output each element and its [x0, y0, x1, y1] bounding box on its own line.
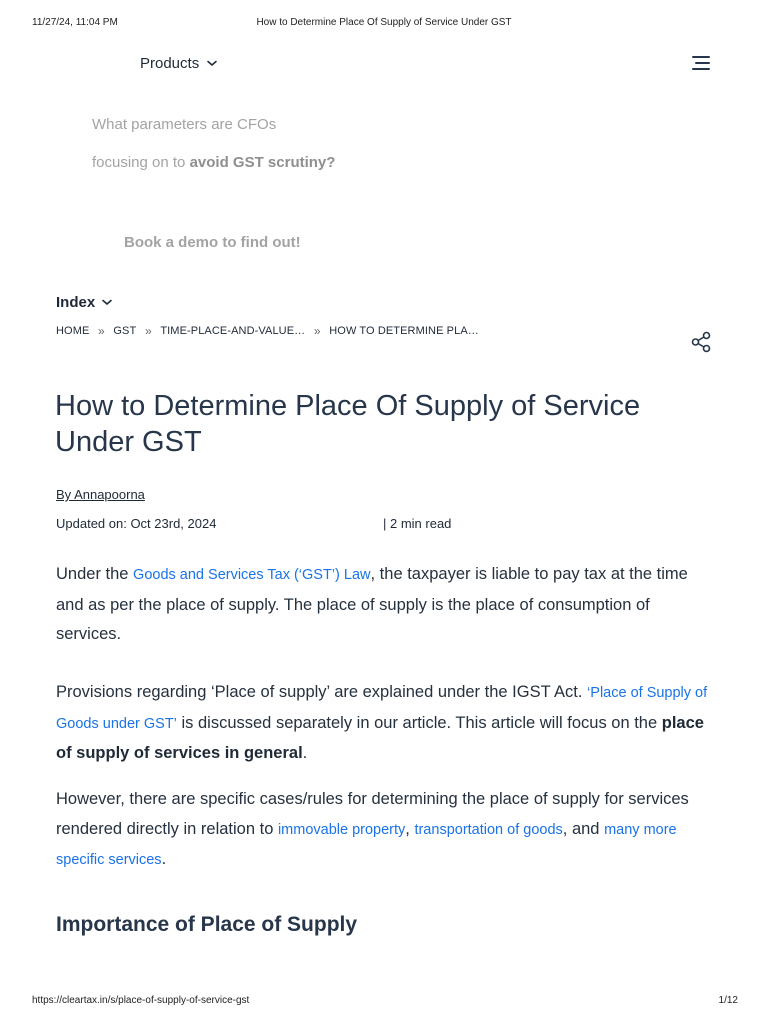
- chevron-down-icon: [206, 57, 218, 69]
- book-demo-link[interactable]: Book a demo to find out!: [124, 234, 301, 251]
- p2-text-3: .: [302, 744, 308, 762]
- p2-text-1: Provisions regarding ‘Place of supply’ are explained under the IGST Act.: [56, 683, 588, 701]
- breadcrumb-gst[interactable]: GST: [113, 325, 137, 337]
- gst-law-link[interactable]: Goods and Services Tax (‘GST’) Law: [133, 567, 371, 583]
- p1-text-1: Under the: [56, 565, 134, 583]
- paragraph-1: [56, 560, 716, 650]
- author-link[interactable]: By Annapoorna: [56, 487, 145, 502]
- transportation-of-goods-link[interactable]: transportation of goods: [414, 821, 563, 838]
- promo-line-2: [92, 154, 335, 171]
- print-header: [0, 17, 768, 31]
- double-chevron-right-icon: »: [98, 324, 105, 338]
- breadcrumb: [56, 324, 479, 338]
- promo-line-2-bold: avoid GST scrutiny?: [189, 154, 336, 171]
- breadcrumb-current: HOW TO DETERMINE PLA…: [329, 325, 479, 337]
- page-title: How to Determine Place Of Supply of Service Under GST: [55, 390, 641, 458]
- paragraph-2: [56, 678, 716, 769]
- immovable-property-link[interactable]: immovable property: [277, 821, 406, 838]
- p3-text-3: , and: [562, 819, 605, 838]
- p2-text-2: is discussed separately in our article. This article will focus on the: [176, 713, 662, 732]
- breadcrumb-time-place-value[interactable]: TIME-PLACE-AND-VALUE…: [160, 325, 306, 337]
- breadcrumb-home[interactable]: HOME: [56, 325, 90, 337]
- share-icon[interactable]: [691, 331, 712, 353]
- p3-text-1: However, there are specific cases/rules for determining the place of supply for services rendered directly in relation to: [56, 790, 689, 838]
- hamburger-menu-icon[interactable]: [691, 55, 711, 71]
- promo-line-2-prefix: focusing on to: [92, 154, 190, 171]
- double-chevron-right-icon: »: [144, 324, 152, 338]
- paragraph-3: [56, 785, 716, 876]
- print-doc-title: How to Determine Place Of Supply of Service Under GST: [256, 17, 512, 28]
- promo-line-1: What parameters are CFOs: [92, 116, 277, 133]
- print-datetime: 11/27/24, 11:04 PM: [32, 17, 118, 28]
- p1-text-2: , the taxpayer is liable to pay tax at the time and as per the place of supply. The place of supply is the place of consumption of services.: [56, 565, 688, 643]
- index-toggle[interactable]: [56, 293, 113, 311]
- p2-bold: place of supply of services in general: [56, 713, 704, 762]
- specific-services-link[interactable]: many more specific services: [56, 821, 677, 868]
- updated-date: Updated on: Oct 23rd, 2024: [56, 516, 217, 531]
- print-page-number: 1/12: [718, 995, 738, 1006]
- index-label: Index: [56, 293, 96, 311]
- read-time: | 2 min read: [383, 516, 452, 531]
- print-url: https://cleartax.in/s/place-of-supply-of-service-gst: [32, 995, 250, 1006]
- section-heading: Importance of Place of Supply: [56, 913, 358, 936]
- print-footer: [0, 995, 768, 1009]
- place-of-supply-goods-link[interactable]: ‘Place of Supply of Goods under GST’: [56, 685, 708, 732]
- products-label: Products: [140, 54, 200, 72]
- p3-text-4: .: [161, 850, 167, 868]
- products-menu[interactable]: [140, 54, 218, 72]
- chevron-down-icon: [101, 296, 113, 308]
- p3-text-2: ,: [405, 819, 415, 838]
- double-chevron-right-icon: »: [313, 324, 321, 338]
